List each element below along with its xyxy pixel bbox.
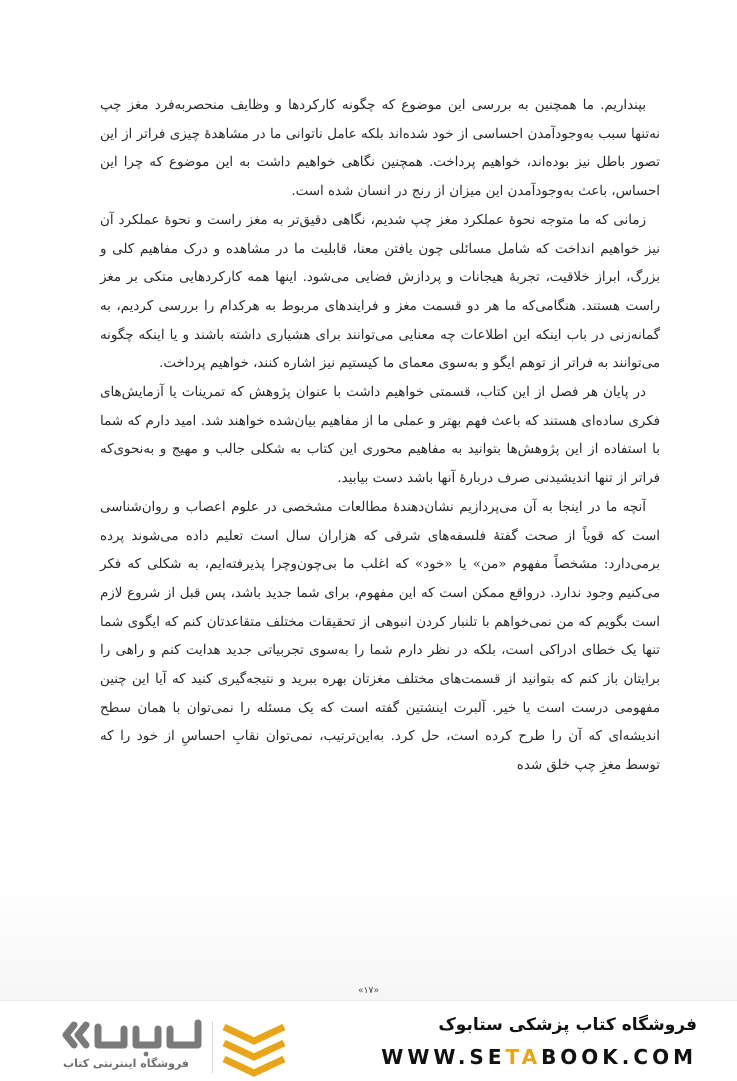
- book-chevron-icon: [218, 1019, 290, 1079]
- store-url[interactable]: [381, 1045, 697, 1069]
- paragraph-3: در پایان هر فصل از این کتاب، قسمتی خواهیم داشت با عنوان پژوهش که تمرینات یا آزمایش‌های فکری ساده‌ای هستند که باعث فهم بهتر و عملی ما از مفاهیم بیان‌شده خواهند شد. امید دارم که شما با استفاده از این پژوهش‌ها بتوانید به مفاهیم محوری این کتاب به شکلی جالب و مهیج و به‌نحوی‌که فراتر از تنها اندیشیدنی صرف دربارهٔ آنها باشد دست بیابید.: [100, 385, 660, 487]
- publisher-footer: [0, 1000, 737, 1081]
- logo-wordmark: [62, 1017, 207, 1057]
- paragraph-1: بپنداریم. ما همچنین به بررسی این موضوع که چگونه کارکردها و وظایف منحصربه‌فرد مغز چپ نه‌تنها سبب به‌وجودآمدن احساسی از خود شده‌اند بلکه عامل ناتوانی ما در مشاهدهٔ چیزی فراتر از این تصور باطل نیز بوده‌اند، خواهیم پرداخت. همچنین نگاهی خواهیم داشت به این موضوع که چرا این احساس، باعث به‌وجودآمدن این میزان از رنج در انسان شده است.: [100, 98, 660, 200]
- url-suffix: BOOK.COM: [541, 1045, 697, 1069]
- body-text: [100, 92, 660, 781]
- store-name: فروشگاه کتاب پزشکی ستابوک: [438, 1015, 697, 1035]
- logo-tagline: فروشگاه اینترنتی کتاب: [63, 1057, 189, 1070]
- setabook-logo[interactable]: [34, 1017, 290, 1077]
- url-highlight: TA: [505, 1045, 542, 1069]
- paragraph-2: زمانی که ما متوجه نحوهٔ عملکرد مغز چپ شدیم، نگاهی دقیق‌تر به مغز راست و نحوهٔ عملکرد آن نیز خواهیم انداخت که شامل مسائلی چون یافتن معنا، قابلیت ما در مشاهده و درک مفاهیم کلی و بزرگ، ابراز خلاقیت، تجربهٔ هیجانات و پردازش فضایی می‌شود. اینها همه کارکردهایی متکی بر مغز راست هستند. هنگامی‌که ما هر دو قسمت مغز و فرایندهای مربوط به هرکدام را بررسی کردیم، به گمانه‌زنی در باب اینکه این اطلاعات چه معنایی می‌توانند برای هشیاری داشته باشند و یا اینکه چگونه می‌توانند به فراتر از توهم ایگو و به‌سوی معمای ما کیستیم نیز اشاره کنند، خواهیم پرداخت.: [100, 212, 660, 372]
- paragraph-4: آنچه ما در اینجا به آن می‌پردازیم نشان‌دهندهٔ مطالعات مشخصی در علوم اعصاب و روان‌شناسی است که قویاً از صحت گفتهٔ فلسفه‌های شرقی که هزاران سال است تعلیم داده می‌شوند پرده برمی‌دارد: مشخصاً مفهوم «من» یا «خود» که اغلب ما بی‌چون‌وچرا پذیرفته‌ایم، به شکلی که فکر می‌کنیم وجود ندارد. درواقع ممکن است که این مفهوم، برای شما جدید باشد، پس قبل از شروع لازم است بگویم که من نمی‌خواهم با تلنبار کردن انبوهی از تحقیقات مختلف متقاعدتان کنم که ایگوی شما تنها یک خطای ادراکی است، بلکه در نظر دارم شما را به‌سوی تجربیاتی جدید هدایت کنم و راهی را برایتان باز کنم که بتوانید از قسمت‌های مختلف مغزتان بهره ببرید و نتیجه‌گیری کنید که آیا این چنین مفهومی درست است یا خیر. آلبرت اینشتین گفته است که یک مسئله را نمی‌توان با همان سطح اندیشه‌ای که آن را طرح کرده است، حل کرد. به‌این‌ترتیب، نمی‌توان نقابِ احساسِ از خود را که توسط مغزِ چپ خلق شده: [100, 499, 660, 774]
- url-prefix: WWW.SE: [381, 1045, 506, 1069]
- logo-divider: [212, 1021, 213, 1073]
- page-number: «۱۷»: [358, 986, 379, 996]
